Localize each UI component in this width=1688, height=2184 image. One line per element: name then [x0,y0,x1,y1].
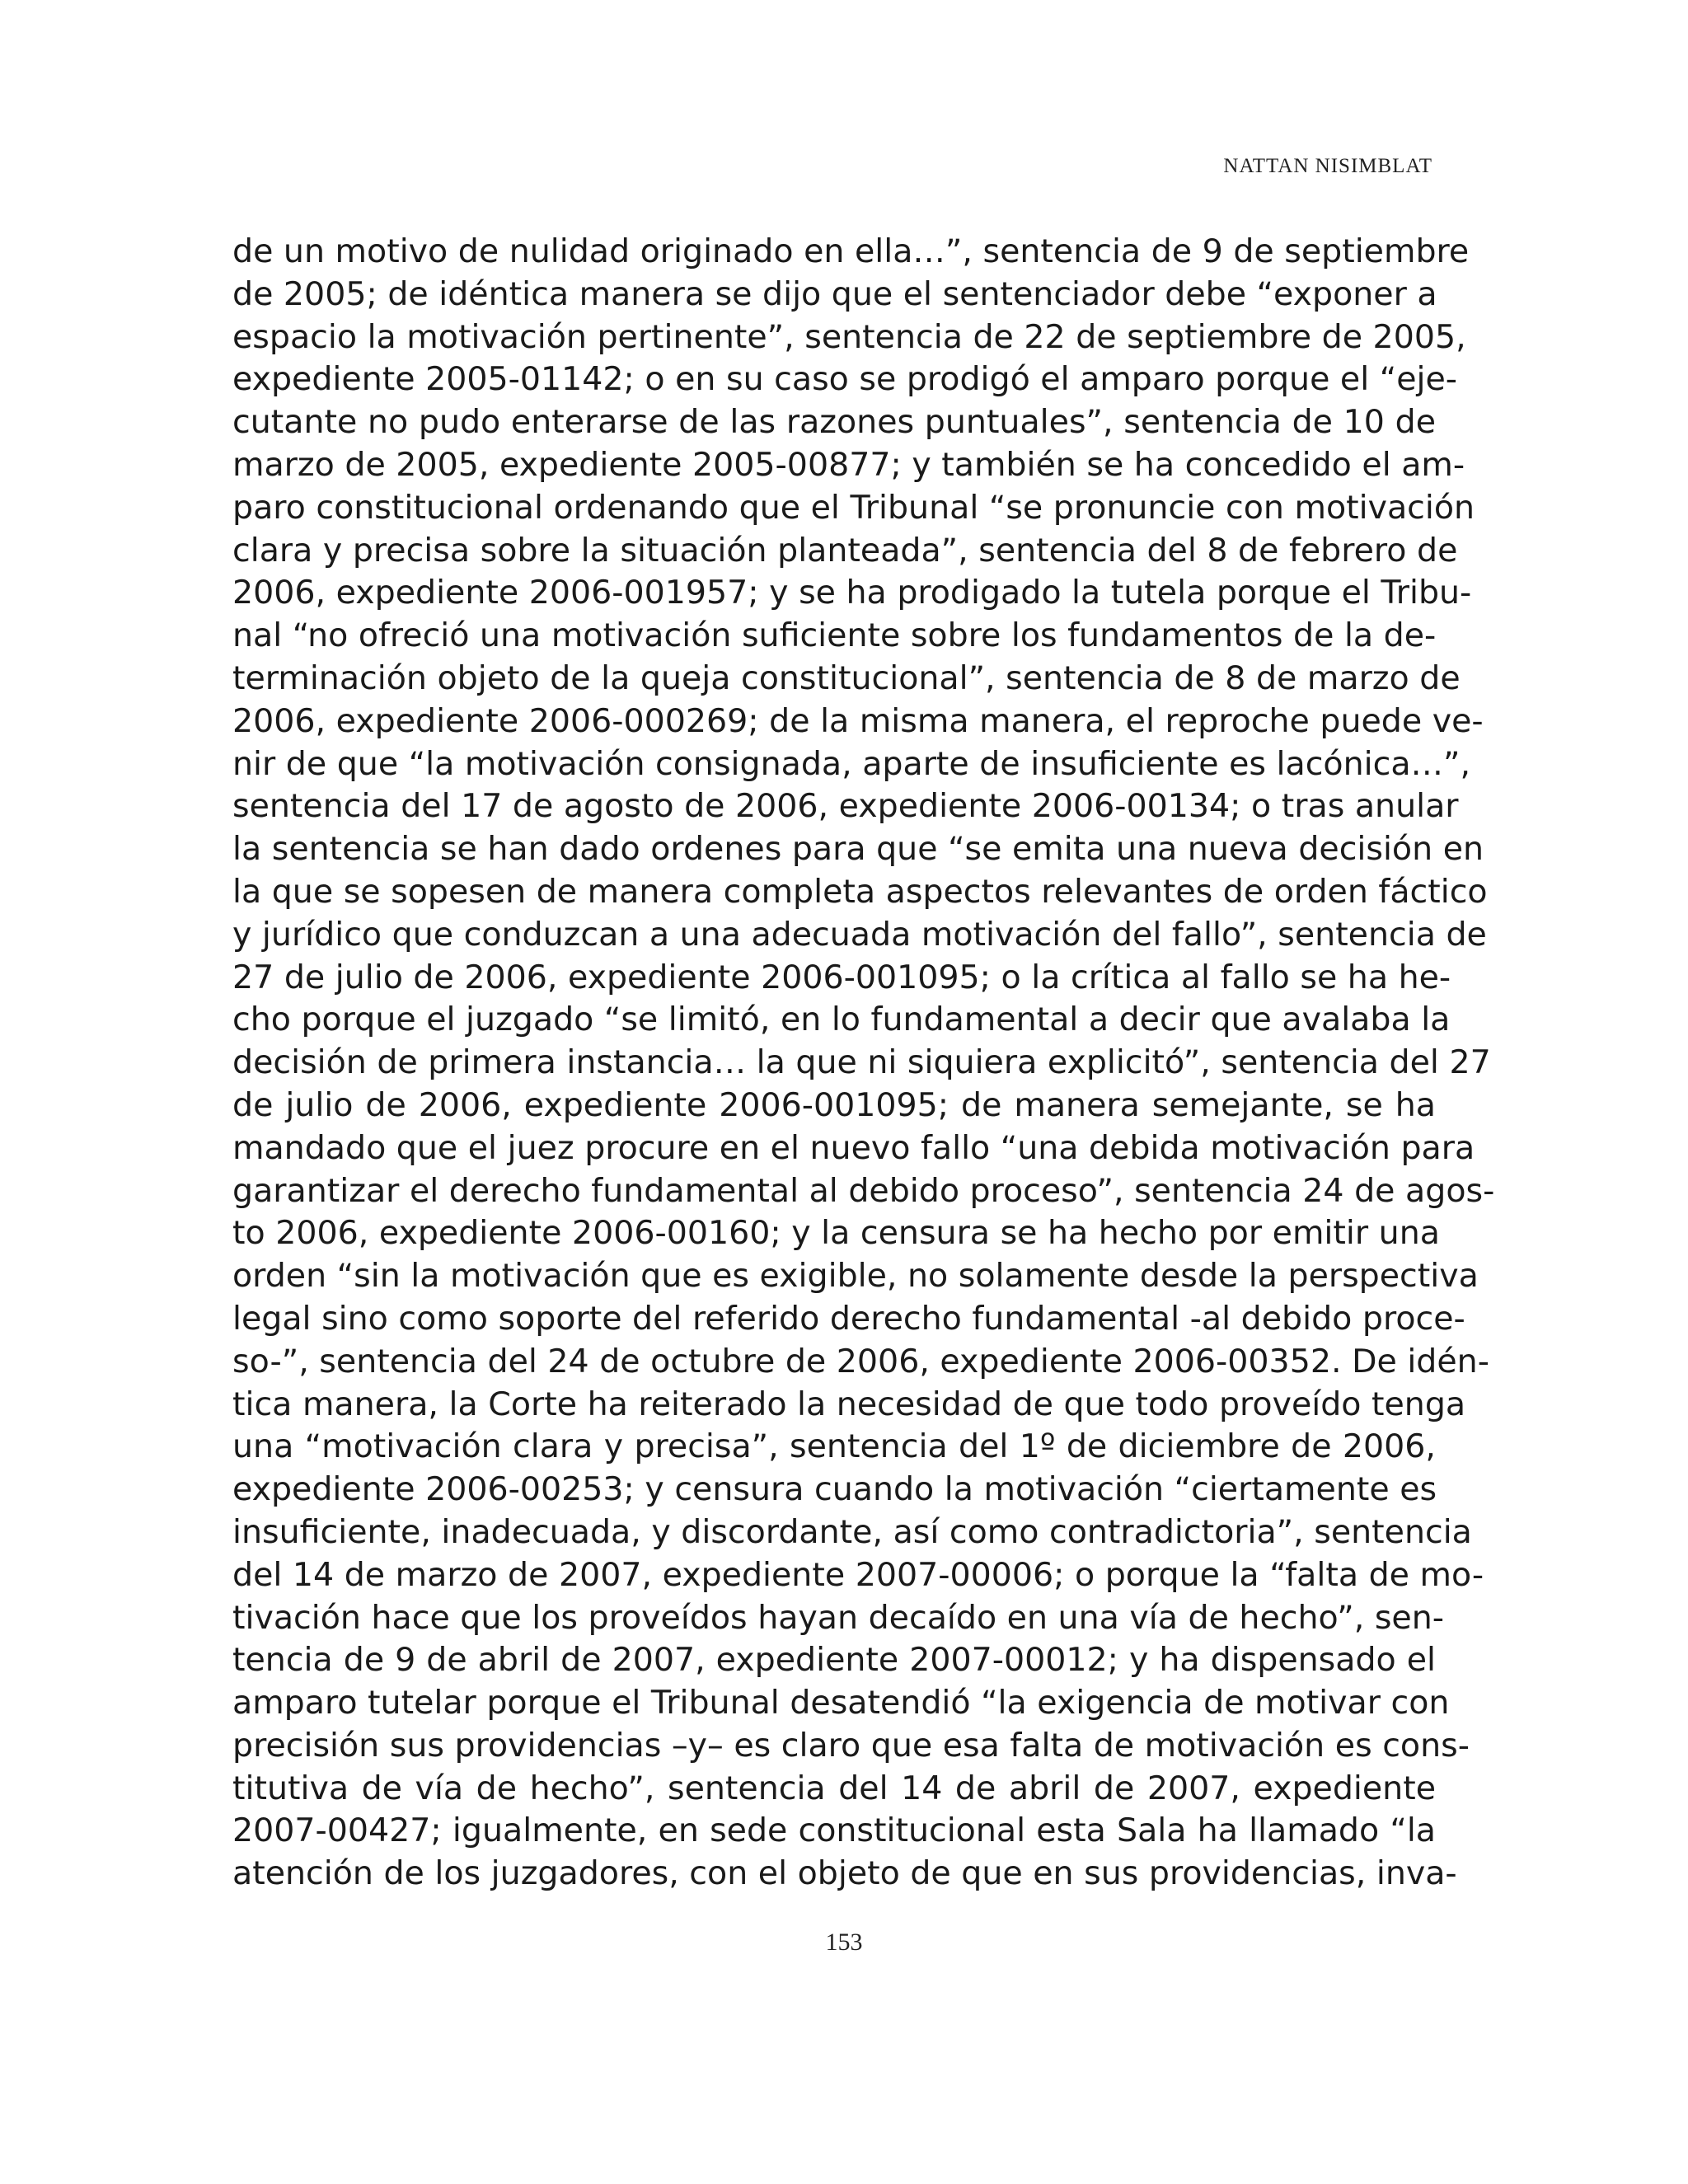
text-line: de julio de 2006, expediente 2006-001095; de manera semejante, se ha [232,1085,1436,1124]
page-number: 153 [825,1929,863,1956]
text-line: legal sino como soporte del referido derecho fundamental -al debido proce- [232,1299,1465,1338]
text-line: marzo de 2005, expediente 2005-00877; y también se ha concedido el am- [232,445,1465,484]
text-line: y jurídico que conduzcan a una adecuada motivación del fallo”, sentencia de [232,915,1487,954]
text-line: titutiva de vía de hecho”, sentencia del 14 de abril de 2007, expediente [232,1769,1436,1807]
text-line: 2006, expediente 2006-000269; de la misma manera, el reproche puede ve- [232,701,1484,740]
body-paragraph [232,231,1495,1896]
text-line: nal “no ofreció una motivación suficiente sobre los fundamentos de la de- [232,616,1437,655]
text-line: sentencia del 17 de agosto de 2006, expediente 2006-00134; o tras anular [232,787,1459,826]
text-line: cho porque el juzgado “se limitó, en lo fundamental a decir que avalaba la [232,1001,1451,1039]
text-line: nir de que “la motivación consignada, aparte de insuficiente es lacónica…”, [232,744,1471,783]
text-line: paro constitucional ordenando que el Tribunal “se pronuncie con motivación [232,488,1475,527]
text-line: so-”, sentencia del 24 de octubre de 2006, expediente 2006-00352. De idén- [232,1342,1489,1380]
text-line: decisión de primera instancia… la que ni siquiera explicitó”, sentencia del 27 [232,1043,1491,1082]
text-line: terminación objeto de la queja constitucional”, sentencia de 8 de marzo de [232,658,1461,697]
text-line: garantizar el derecho fundamental al debido proceso”, sentencia 24 de agos- [232,1171,1495,1210]
text-line: to 2006, expediente 2006-00160; y la censura se ha hecho por emitir una [232,1214,1440,1253]
text-line: precisión sus providencias –y– es claro que esa falta de motivación es cons- [232,1726,1470,1765]
text-line: la que se sopesen de manera completa aspectos relevantes de orden fáctico [232,872,1488,911]
text-line: tencia de 9 de abril de 2007, expediente 2007-00012; y ha dispensado el [232,1641,1436,1680]
text-line: 27 de julio de 2006, expediente 2006-001095; o la crítica al fallo se ha he- [232,958,1451,996]
text-line: cutante no pudo enterarse de las razones puntuales”, sentencia de 10 de [232,403,1436,442]
text-line: expediente 2006-00253; y censura cuando la motivación “ciertamente es [232,1470,1437,1509]
text-line: la sentencia se han dado ordenes para que “se emita una nueva decisión en [232,830,1484,869]
text-line: 2006, expediente 2006-001957; y se ha prodigado la tutela porque el Tribu- [232,574,1472,612]
text-line: tivación hace que los proveídos hayan decaído en una vía de hecho”, sen- [232,1598,1445,1637]
text-line: de un motivo de nulidad originado en ella…”, sentencia de 9 de septiembre [232,232,1470,270]
text-line: atención de los juzgadores, con el objeto de que en sus providencias, inva- [232,1854,1457,1893]
running-header-author: NATTAN NISIMBLAT [1223,155,1432,177]
text-line: una “motivación clara y precisa”, sentencia del 1º de diciembre de 2006, [232,1427,1436,1466]
text-line: orden “sin la motivación que es exigible, no solamente desde la perspectiva [232,1257,1479,1296]
text-line: espacio la motivación pertinente”, sentencia de 22 de septiembre de 2005, [232,317,1466,356]
text-line: insuficiente, inadecuada, y discordante, así como contradictoria”, sentencia [232,1512,1472,1551]
text-line: mandado que el juez procure en el nuevo fallo “una debida motivación para [232,1128,1475,1167]
text-line: amparo tutelar porque el Tribunal desatendió “la exigencia de motivar con [232,1684,1450,1722]
text-line: clara y precisa sobre la situación planteada”, sentencia del 8 de febrero de [232,531,1458,569]
text-line: 2007-00427; igualmente, en sede constitucional esta Sala ha llamado “la [232,1811,1436,1850]
text-line: expediente 2005-01142; o en su caso se prodigó el amparo porque el “eje- [232,360,1458,399]
text-line: de 2005; de idéntica manera se dijo que el sentenciador debe “exponer a [232,274,1437,313]
text-line: del 14 de marzo de 2007, expediente 2007-00006; o porque la “falta de mo- [232,1555,1484,1594]
text-line: tica manera, la Corte ha reiterado la necesidad de que todo proveído tenga [232,1385,1466,1423]
